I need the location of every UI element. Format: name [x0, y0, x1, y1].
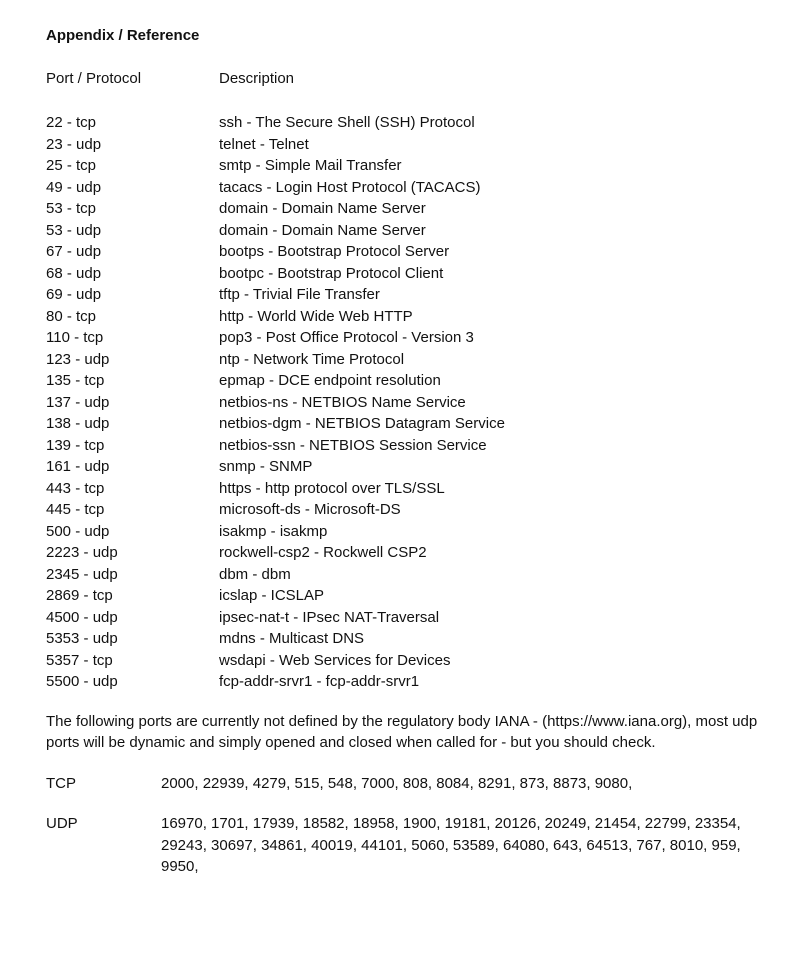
document-page — [46, 26, 766, 878]
description-cell: mdns - Multicast DNS — [219, 630, 365, 647]
description-cell: fcp-addr-srvr1 - fcp-addr-srvr1 — [219, 673, 420, 690]
udp-port-list: 16970, 1701, 17939, 18582, 18958, 1900, 19181, 20126, 20249, 21454, 22799, 23354, 29243, 30697, 34861, 40019, 44101, 5060, 53589, 64080, 643, 64513, 767, 8010, 959, 9950, — [161, 815, 741, 875]
table-row — [46, 435, 766, 457]
port-cell: 139 - tcp — [46, 436, 105, 454]
port-cell: 445 - tcp — [46, 501, 105, 518]
description-cell: domain - Domain Name Server — [219, 200, 426, 217]
description-cell: https - http protocol over TLS/SSL — [219, 479, 445, 497]
table-row — [46, 564, 766, 586]
port-cell: 2223 - udp — [46, 544, 118, 561]
table-row — [46, 413, 766, 435]
table-row — [46, 628, 766, 650]
description-cell: dbm - dbm — [219, 565, 291, 583]
port-cell: 443 - tcp — [46, 479, 105, 497]
port-cell: 110 - tcp — [46, 329, 104, 346]
port-cell: 2345 - udp — [46, 565, 118, 583]
description-cell: ipsec-nat-t - IPsec NAT-Traversal — [219, 608, 440, 626]
port-cell: 138 - udp — [46, 415, 110, 432]
port-cell: 67 - udp — [46, 243, 102, 260]
port-cell: 53 - tcp — [46, 200, 97, 217]
port-cell: 123 - udp — [46, 350, 110, 368]
description-cell: bootps - Bootstrap Protocol Server — [219, 243, 450, 260]
description-cell: rockwell-csp2 - Rockwell CSP2 — [219, 544, 427, 561]
table-row — [46, 155, 766, 177]
table-row — [46, 499, 766, 521]
table-row — [46, 198, 766, 220]
table-row — [46, 263, 766, 285]
description-cell: tacacs - Login Host Protocol (TACACS) — [219, 178, 481, 196]
header-description: Description — [219, 70, 295, 87]
port-cell: 161 - udp — [46, 458, 110, 475]
description-cell: isakmp - isakmp — [219, 522, 328, 540]
undefined-tcp-block — [46, 773, 766, 795]
port-cell: 5357 - tcp — [46, 651, 113, 669]
table-row — [46, 478, 766, 500]
table-row — [46, 650, 766, 672]
port-cell: 49 - udp — [46, 178, 102, 196]
table-row — [46, 134, 766, 156]
table-row — [46, 241, 766, 263]
table-row — [46, 370, 766, 392]
description-cell: bootpc - Bootstrap Protocol Client — [219, 264, 444, 282]
port-cell: 23 - udp — [46, 135, 102, 153]
port-cell: 500 - udp — [46, 522, 110, 540]
port-list — [46, 112, 766, 693]
port-cell: 69 - udp — [46, 286, 102, 303]
table-header — [46, 69, 766, 89]
description-cell: netbios-dgm - NETBIOS Datagram Service — [219, 415, 505, 432]
description-cell: tftp - Trivial File Transfer — [219, 286, 380, 303]
table-row — [46, 327, 766, 349]
table-row — [46, 607, 766, 629]
port-cell: 68 - udp — [46, 264, 102, 282]
port-cell: 5500 - udp — [46, 673, 118, 690]
description-cell: netbios-ssn - NETBIOS Session Service — [219, 436, 487, 454]
table-row — [46, 177, 766, 199]
table-row — [46, 349, 766, 371]
table-row — [46, 671, 766, 693]
table-row — [46, 220, 766, 242]
port-cell: 22 - tcp — [46, 114, 97, 131]
page-title: Appendix / Reference — [46, 27, 200, 44]
port-cell: 2869 - tcp — [46, 587, 113, 604]
port-cell: 5353 - udp — [46, 630, 118, 647]
description-cell: pop3 - Post Office Protocol - Version 3 — [219, 329, 474, 346]
tcp-label: TCP — [46, 774, 76, 792]
description-cell: smtp - Simple Mail Transfer — [219, 157, 402, 174]
table-row — [46, 306, 766, 328]
description-cell: netbios-ns - NETBIOS Name Service — [219, 393, 466, 411]
table-row — [46, 112, 766, 134]
udp-label: UDP — [46, 815, 78, 832]
port-cell: 4500 - udp — [46, 608, 118, 626]
iana-note: The following ports are currently not defined by the regulatory body IANA - (https://www.iana.org), most udp ports will be dynamic and simply opened and closed when called for - but you should check. — [46, 712, 758, 751]
port-cell: 53 - udp — [46, 221, 102, 239]
table-row — [46, 456, 766, 478]
description-cell: microsoft-ds - Microsoft-DS — [219, 501, 401, 518]
table-row — [46, 284, 766, 306]
description-cell: icslap - ICSLAP — [219, 587, 325, 604]
description-cell: snmp - SNMP — [219, 458, 313, 475]
undefined-udp-block — [46, 813, 766, 878]
description-cell: ntp - Network Time Protocol — [219, 350, 405, 368]
description-cell: telnet - Telnet — [219, 135, 309, 153]
port-cell: 80 - tcp — [46, 307, 97, 325]
description-cell: wsdapi - Web Services for Devices — [219, 651, 451, 669]
table-row — [46, 542, 766, 564]
description-cell: epmap - DCE endpoint resolution — [219, 372, 441, 389]
description-cell: ssh - The Secure Shell (SSH) Protocol — [219, 114, 475, 131]
header-port-protocol: Port / Protocol — [46, 70, 142, 87]
port-cell: 137 - udp — [46, 393, 110, 411]
tcp-port-list: 2000, 22939, 4279, 515, 548, 7000, 808, 8084, 8291, 873, 8873, 9080, — [161, 774, 633, 792]
port-cell: 25 - tcp — [46, 157, 97, 174]
description-cell: http - World Wide Web HTTP — [219, 307, 413, 325]
description-cell: domain - Domain Name Server — [219, 221, 426, 239]
table-row — [46, 585, 766, 607]
table-row — [46, 392, 766, 414]
table-row — [46, 521, 766, 543]
port-cell: 135 - tcp — [46, 372, 105, 389]
